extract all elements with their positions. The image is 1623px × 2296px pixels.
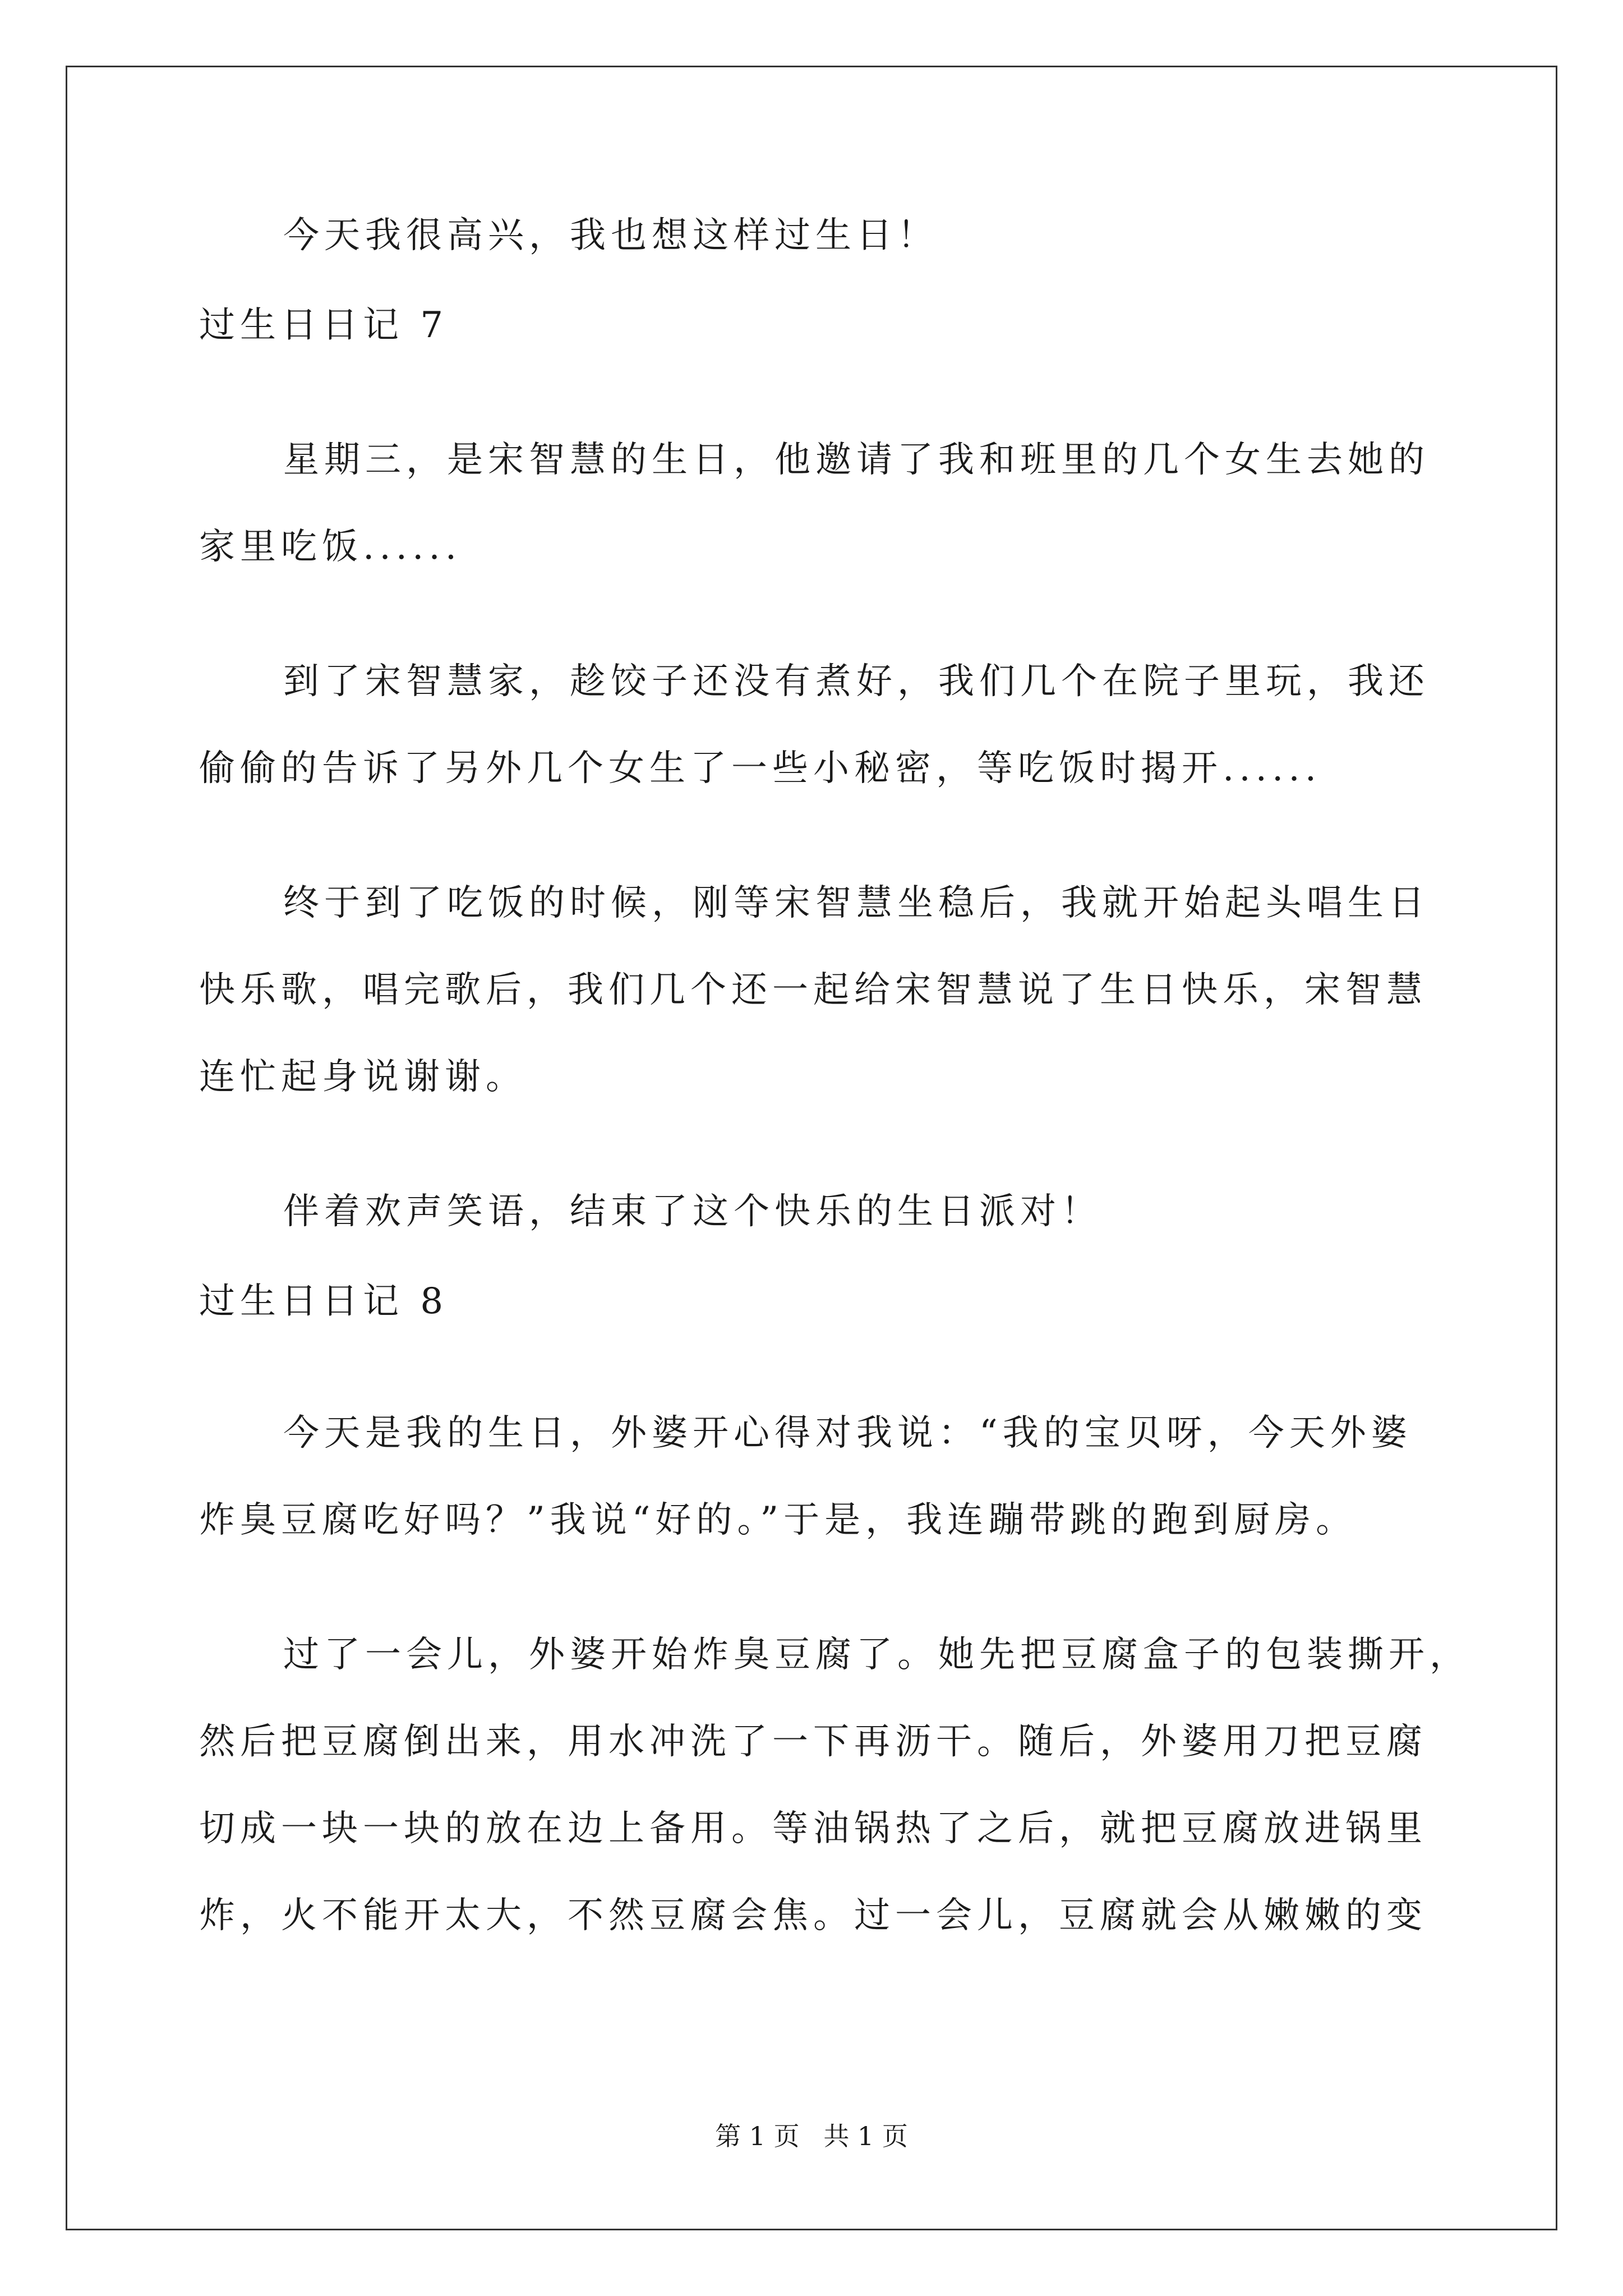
paragraph-line: 今天我很高兴，我也想这样过生日！ — [283, 215, 938, 256]
section-heading: 过生日日记 8 — [199, 1281, 449, 1322]
paragraph-line: 炸，火不能开太大，不然豆腐会焦。过一会儿，豆腐就会从嫩嫩的变 — [199, 1895, 1427, 1936]
paragraph-line: 快乐歌，唱完歌后，我们几个还一起给宋智慧说了生日快乐，宋智慧 — [199, 969, 1427, 1011]
paragraph-line: 连忙起身说谢谢。 — [199, 1056, 527, 1098]
paragraph-line: 伴着欢声笑语，结束了这个快乐的生日派对！ — [283, 1191, 1102, 1232]
page-number: 第 1 页 — [715, 2121, 800, 2151]
paragraph-line: 家里吃饭...... — [199, 526, 462, 568]
page-total: 共 1 页 — [823, 2121, 908, 2151]
paragraph-line: 今天是我的生日，外婆开心得对我说：“我的宝贝呀，今天外婆 — [283, 1412, 1412, 1454]
page-footer — [0, 2120, 1623, 2152]
paragraph-line: 炸臭豆腐吃好吗？”我说“好的。”于是，我连蹦带跳的跑到厨房。 — [199, 1499, 1357, 1541]
paragraph-line: 偷偷的告诉了另外几个女生了一些小秘密，等吃饭时揭开...... — [199, 748, 1322, 789]
section-heading: 过生日日记 7 — [199, 305, 449, 346]
paragraph-line: 过了一会儿，外婆开始炸臭豆腐了。她先把豆腐盒子的包装撕开， — [283, 1634, 1470, 1676]
paragraph-line: 终于到了吃饭的时候，刚等宋智慧坐稳后，我就开始起头唱生日 — [283, 882, 1430, 924]
paragraph-line: 切成一块一块的放在边上备用。等油锅热了之后，就把豆腐放进锅里 — [199, 1808, 1427, 1849]
paragraph-line: 到了宋智慧家，趁饺子还没有煮好，我们几个在院子里玩，我还 — [283, 661, 1430, 702]
paragraph-line: 星期三，是宋智慧的生日，他邀请了我和班里的几个女生去她的 — [283, 439, 1430, 481]
paragraph-line: 然后把豆腐倒出来，用水冲洗了一下再沥干。随后，外婆用刀把豆腐 — [199, 1721, 1427, 1763]
